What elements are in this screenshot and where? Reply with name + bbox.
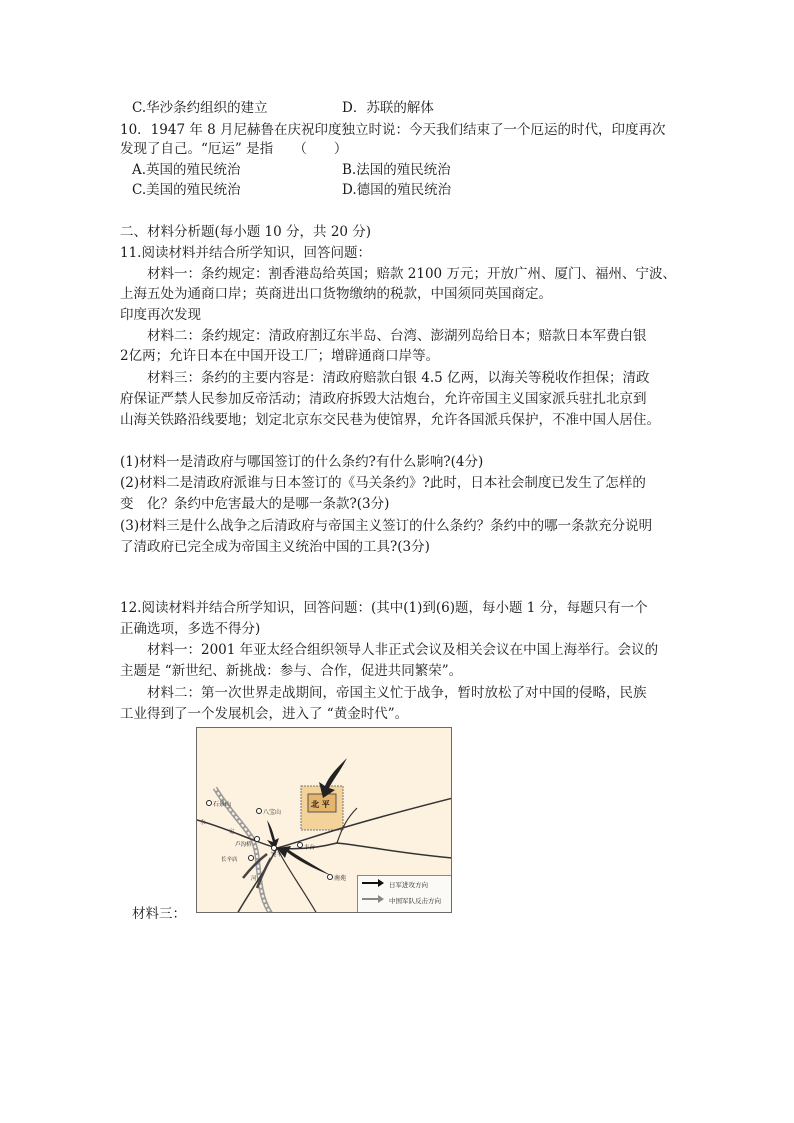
q12-material-2-cont: 工业得到了一个发展机会，进入了 “黄金时代”。 [120,706,409,722]
q11-material-3: 材料三：条约的主要内容是：清政府赔款白银 4.5 亿两，以海关等税收作担保；清政 [147,370,650,386]
q12-material-2: 材料二：第一次世界走战期间，帝国主义忙于战争，暂时放松了对中国的侵略，民族 [147,685,647,701]
label-lugouqiao: 卢沟桥 [235,842,252,848]
q10-option-b: B.法国的殖民统治 [342,162,451,178]
shijingshan-marker [207,801,212,806]
label-changxindian: 长辛店 [221,857,238,863]
label-fengtai: 丰台 [304,845,316,851]
q11-question-3-cont: 了清政府已完全成为帝国主义统治中国的工具?(3分) [120,539,430,555]
q10-stem: 10．1947 年 8 月尼赫鲁在庆祝印度独立时说：今天我们结束了一个厄运的时代，印度再次 [120,122,666,138]
q10-stem-cont: 发现了自己。“厄运” 是指 （ ） [120,141,348,157]
q9-option-c: C.华沙条约组织的建立 [132,100,268,116]
q11-question-1: (1)材料一是清政府与哪国签订的什么条约?有什么影响?(4分) [120,454,484,470]
babaoshan-marker [257,809,262,814]
q11-question-2: (2)材料二是清政府派谁与日本签订的《马关条约》?此时，日本社会制度已发生了怎样的 [120,475,646,491]
legend-gray-arrow-icon [362,895,384,903]
q11-material-1: 材料一：条约规定：割香港岛给英国；赔款 2100 万元；开放广州、厦门、福州、宁波、 [147,266,676,282]
legend-japanese-label: 日军进攻方向 [389,881,428,889]
q11-material-3-cont1: 府保证严禁人民参加反帝活动；清政府拆毁大沽炮台，允许帝国主义国家派兵驻扎北京到 [120,391,647,407]
fengtai-marker [298,843,303,848]
q9-option-d: D．苏联的解体 [342,100,434,116]
map-legend [357,875,451,912]
q11-material-2: 材料二：条约规定：清政府割辽东半岛、台湾、澎湖列岛给日本；赔款日本军费白银 [147,328,647,344]
q10-option-d: D.德国的殖民统治 [342,182,452,198]
label-wanping: 宛平 [271,852,283,858]
q11-stray-text: 印度再次发现 [120,307,201,323]
legend-chinese-label: 中国军队反击方向 [389,897,441,905]
wanping-marker [272,846,277,851]
label-shijingshan: 石景山 [213,801,232,808]
q10-option-a: A.英国的殖民统治 [132,162,241,178]
q11-intro: 11.阅读材料并结合所学知识，回答问题： [120,245,371,261]
q11-question-3: (3)材料三是什么战争之后清政府与帝国主义签订的什么条约？条约中的哪一条款充分说明 [120,518,653,534]
label-river-1: 永 [200,820,206,826]
section-heading: 二、材料分析题(每小题 10 分，共 20 分) [120,224,372,240]
label-river-2: 定 [229,829,235,835]
q11-material-1-cont: 上海五处为通商口岸；英商进出口货物缴纳的税款，中国须同英国商定。 [120,286,552,302]
q12-intro-cont: 正确选项，多选不得分) [120,621,261,637]
q11-question-2-cont: 变 化？条约中危害最大的是哪一条款?(3分) [120,496,390,512]
changxindian-marker [249,856,254,861]
q10-option-c: C.美国的殖民统治 [132,182,241,198]
label-babaoshan: 八宝山 [263,809,282,816]
label-river-3: 河 [251,876,257,882]
label-nanyuan: 南苑 [334,875,347,882]
q12-material-3-label: 材料三： [132,906,186,922]
q11-material-3-cont2: 山海关铁路沿线要地；划定北京东交民巷为使馆界，允许各国派兵保护，不准中国人居住。 [120,412,660,428]
label-beiping: 北 平 [311,800,330,809]
q12-material-1: 材料一：2001 年亚太经合组织领导人非正式会议及相关会议在中国上海举行。会议的 [147,642,659,658]
q12-intro: 12.阅读材料并结合所学知识，回答问题：(其中(1)到(6)题，每小题 1 分，每题只有一个 [120,600,648,616]
q11-material-2-cont: 2亿两；允许日本在中国开设工厂；增辟通商口岸等。 [120,348,440,364]
legend-black-arrow-icon [362,879,384,887]
nanyuan-marker [328,875,333,880]
lugouqiao-incident-map [196,727,452,913]
q12-material-1-cont: 主题是 “新世纪、新挑战：参与、合作，促进共同繁荣”。 [120,663,463,679]
lugouqiao-marker [255,837,260,842]
